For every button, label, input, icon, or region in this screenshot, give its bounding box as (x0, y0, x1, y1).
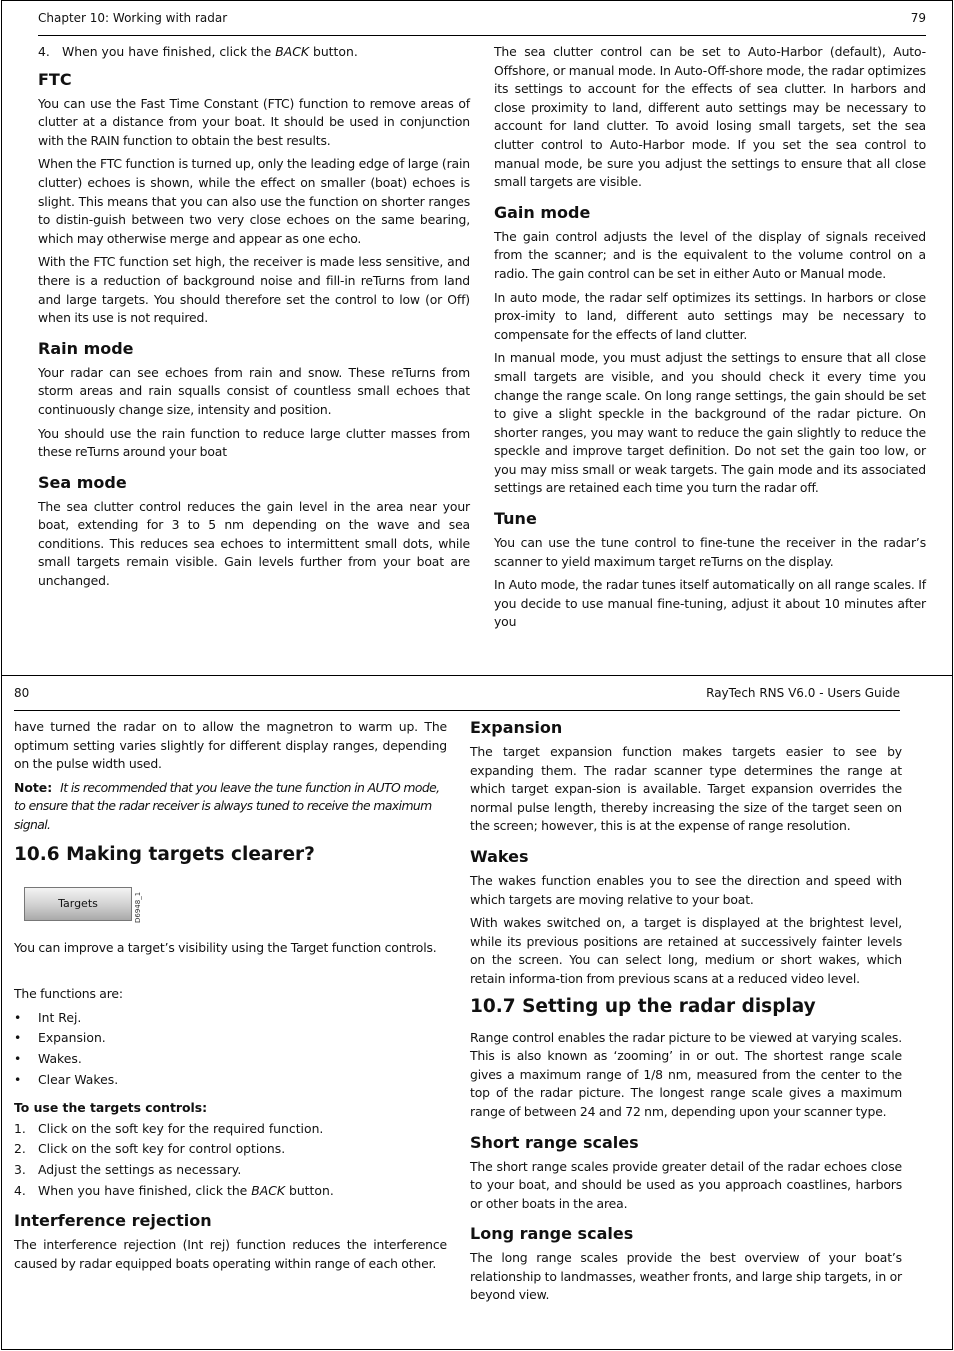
step-item (38, 43, 470, 62)
list-item (14, 1050, 447, 1069)
step-item (14, 1120, 447, 1139)
procedure-steps (14, 1120, 447, 1200)
step-text-pre: When you have finished, click the (38, 1182, 252, 1198)
section-heading: Rain mode (38, 338, 134, 358)
section-heading: Tune (494, 509, 537, 529)
step-number: 3. (14, 1161, 26, 1177)
section-heading: Interference rejection (14, 1211, 212, 1231)
paragraph: With wakes switched on, a target is displayed at the brightest level, while its previous positions are retained at successively fainter levels on the screen. You can select long, medium or short wakes, which retain informa-tion from previous scans at a reduced video level. (470, 915, 902, 986)
paragraph: The long range scales provide the best overview of your boat’s relationship to landmasses, weather fronts, and large ship targets, in or beyond view. (470, 1250, 902, 1303)
page-79 (1, 0, 953, 676)
step-text (62, 43, 358, 62)
paragraph: The sea clutter control can be set to Auto-Harbor (default), Auto-Offshore, or manual mode. In Auto-Off-shore mode, the radar optimizes its settings to account for the effects of sea clutter. In harbors and close proximity to land, different auto settings may be necessary to account for land clutter. To avoid losing small targets, set the sea clutter control to Auto-Harbor mode. If you set the sea control to manual mode, be sure you adjust the settings to ensure that all close small targets are visible. (494, 44, 926, 190)
paragraph: The functions are: (14, 986, 123, 1002)
paragraph: You can use the Fast Time Constant (FTC) function to remove areas of clutter at a distance from your boat. It should be used in conjunction with the RAIN function to obtain the best results. (38, 95, 470, 148)
paragraph: In manual mode, you must adjust the settings to ensure that all close small targets are visible, and you should check it every time you change the range scale. On long range settings, the gain should be set to give a slight speckle in the background of the radar picture. On shorter ranges, you may want to reduce the gain slightly to reduce the speckle and improve target definition. Do not set the gain too low, or you may miss small or weak targets. The gain mode and its associated settings are retained each time you turn the radar off. (494, 350, 926, 496)
bullet-glyph: • (14, 1030, 22, 1046)
paragraph: Range control enables the radar picture to be viewed at varying scales. This is also known as ‘zooming’ in or out. The shortest range scale gives a maximum range of 1/8 nm, measured from the center to the top of the radar picture. The longest range scale gives a maximum range of between 24 and 72 nm, depending upon your scanner type. (470, 1029, 902, 1119)
section-heading: Short range scales (470, 1132, 639, 1152)
back-key-ref: BACK (275, 44, 310, 59)
step-number: 1. (14, 1120, 26, 1136)
right-column (470, 718, 902, 1310)
chapter-title: Chapter 10: Working with radar (38, 11, 228, 25)
step-text: Adjust the settings as necessary. (38, 1161, 242, 1177)
paragraph: The interference rejection (Int rej) function reduces the interference caused by radar equipped boats operating within range of each other. (14, 1237, 447, 1271)
page-number: 79 (910, 11, 926, 25)
step-text-post: button. (285, 1182, 334, 1198)
list-item (14, 1009, 447, 1028)
paragraph: When the FTC function is turned up, only the leading edge of large (rain clutter) echoes is shown, while the effect on smaller (boat) echoes is slight. This means that you can also use the function on shorter ranges to distin-guish between two very close echoes on the same bearing, which may otherwise merge and appear as one echo. (38, 156, 470, 246)
procedure-heading: To use the targets controls: (14, 1100, 208, 1116)
step-text: Click on the soft key for control options. (38, 1141, 286, 1157)
bullet-glyph: • (14, 1071, 22, 1087)
section-heading: Long range scales (470, 1224, 634, 1244)
step-number: 4. (38, 44, 50, 59)
list-item (14, 1029, 447, 1048)
back-key-ref: BACK (251, 1182, 286, 1198)
paragraph: The short range scales provide greater detail of the radar echoes close to your boat, and should be used as you approach coastlines, harbors or other boats in the area. (470, 1158, 902, 1211)
page-80 (1, 675, 953, 1350)
section-title: 10.7 Setting up the radar display (470, 995, 816, 1017)
paragraph: have turned the radar on to allow the magnetron to warm up. The optimum setting varies slightly for different display ranges, depending on the pulse width used. (14, 719, 447, 772)
section-heading: Sea mode (38, 472, 127, 492)
list-item-text: Int Rej. (38, 1009, 82, 1025)
soft-key-figure (14, 877, 447, 939)
bullet-glyph: • (14, 1009, 22, 1025)
paragraph: In Auto mode, the radar tunes itself automatically on all range scales. If you decide to use manual fine-tuning, adjust it about 10 minutes after you (494, 577, 926, 630)
page-header (14, 676, 900, 711)
step-item (14, 1161, 447, 1180)
section-heading: Gain mode (494, 202, 591, 222)
paragraph: In auto mode, the radar self optimizes its settings. In harbors or close prox-imity to land, different auto settings may be necessary to compensate for the effects of land clutter. (494, 289, 926, 342)
paragraph: Your radar can see echoes from rain and snow. These reTurns from storm areas and rain squalls consist of countless small echoes that continuously change size, intensity and position. (38, 364, 470, 417)
paragraph: You can use the tune control to fine-tune the receiver in the radar’s scanner to yield maximum target reTurns on the display. (494, 535, 926, 569)
note-text: It is recommended that you leave the tune function in AUTO mode, to ensure that the radar receiver is always tuned to receive the maximum signal. (14, 779, 440, 832)
section-heading: Expansion (470, 718, 563, 737)
step-item (14, 1182, 447, 1201)
list-item-text: Wakes. (38, 1050, 82, 1066)
step-text (38, 1182, 334, 1201)
note-label: Note: (14, 779, 53, 795)
targets-soft-key[interactable]: Targets (24, 887, 132, 921)
guide-title: RayTech RNS V6.0 - Users Guide (706, 686, 900, 700)
paragraph: With the FTC function set high, the receiver is made less sensitive, and there is a reduction of background noise and fill-in reTurns from land and large targets. You should therefore set the control to low (or Off) when its use is not required. (38, 254, 470, 326)
bullet-glyph: • (14, 1050, 22, 1066)
step-item (14, 1140, 447, 1159)
paragraph: The sea clutter control reduces the gain level in the area near your boat, extending for 3 to 5 nm depending on the wave and sea conditions. This reduces sea echoes to intermittent small dots, while small targets remain visible. Gain levels further from your boat are unchanged. (38, 498, 470, 589)
paragraph: The gain control adjusts the level of the display of signals received from the scanner; and is the equivalent to the volume control on a radio. The gain control can be set in either Auto or Manual mode. (494, 228, 926, 281)
step-text: Click on the soft key for the required function. (38, 1120, 324, 1136)
section-heading: Wakes (470, 846, 529, 866)
paragraph: You can improve a target’s visibility using the Target function controls. (14, 939, 437, 955)
figure-reference: D6948_1 (134, 891, 142, 923)
right-column (494, 43, 926, 637)
page-number: 80 (14, 686, 30, 700)
step-number: 2. (14, 1141, 26, 1157)
page-header (38, 1, 926, 36)
list-item (14, 1071, 447, 1090)
list-item-text: Expansion. (38, 1030, 106, 1046)
step-text-post: button. (309, 44, 358, 59)
list-item-text: Clear Wakes. (38, 1071, 119, 1087)
step-number: 4. (14, 1182, 26, 1198)
section-title: 10.6 Making targets clearer? (14, 843, 315, 865)
section-heading: FTC (38, 69, 72, 89)
paragraph: The target expansion function makes targets easier to see by expanding them. The radar scanner type determines the range at which target expan-sion is available. Target expansion overrides the normal pulse length, thereby increasing the size of the target seen on the screen; however, this is at the expense of range resolution. (470, 744, 902, 834)
paragraph: You should use the rain function to reduce large clutter masses from these reTurns around your boat (38, 425, 470, 460)
paragraph: The wakes function enables you to see the direction and speed with which targets are moving relative to your boat. (470, 872, 902, 907)
left-column (14, 718, 447, 1278)
left-column (38, 43, 470, 596)
note (14, 779, 447, 835)
function-list (14, 1009, 447, 1089)
step-text-pre: When you have finished, click the (62, 44, 276, 59)
